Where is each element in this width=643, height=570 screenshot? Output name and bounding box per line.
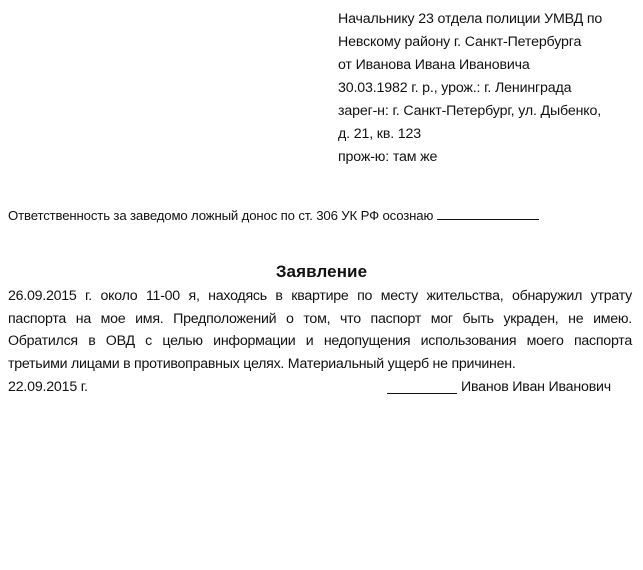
- liability-text: Ответственность за заведомо ложный донос по ст. 306 УК РФ осознаю: [8, 208, 434, 223]
- addressee-line: 30.03.1982 г. р., урож.: г. Ленинграда: [338, 80, 572, 96]
- addressee-block: [338, 8, 638, 169]
- body-line: паспорта на мое имя. Предположений о том, что паспорт мог быть украден, не имею.: [8, 310, 632, 327]
- document-title: [0, 259, 643, 285]
- signer-name: Иванов Иван Иванович: [461, 379, 611, 395]
- addressee-line: д. 21, кв. 123: [338, 126, 422, 142]
- addressee-line: от Иванова Ивана Ивановича: [338, 57, 530, 73]
- liability-signature-blank: [437, 207, 539, 220]
- statement-body: [8, 285, 632, 375]
- addressee-line: прож-ю: там же: [338, 149, 438, 165]
- body-line: Обратился в ОВД с целью информации и недопущения использования моего паспорта: [8, 333, 632, 350]
- statement-date: 22.09.2015 г.: [8, 379, 88, 395]
- addressee-line: Невскому району г. Санкт-Петербурга: [338, 34, 582, 50]
- signature-footer: [8, 376, 632, 399]
- body-line: 26.09.2015 г. около 11-00 я, находясь в квартире по месту жительства, обнаружил утрату: [8, 288, 632, 304]
- title-text: Заявление: [275, 262, 368, 281]
- body-line: третьими лицами в противоправных целях. Материальный ущерб не причинен.: [8, 355, 516, 372]
- signature-blank: [387, 380, 457, 394]
- addressee-line: зарег-н: г. Санкт-Петербург, ул. Дыбенко,: [338, 103, 602, 119]
- liability-statement: [8, 206, 628, 226]
- addressee-line: Начальнику 23 отдела полиции УМВД по: [338, 11, 603, 27]
